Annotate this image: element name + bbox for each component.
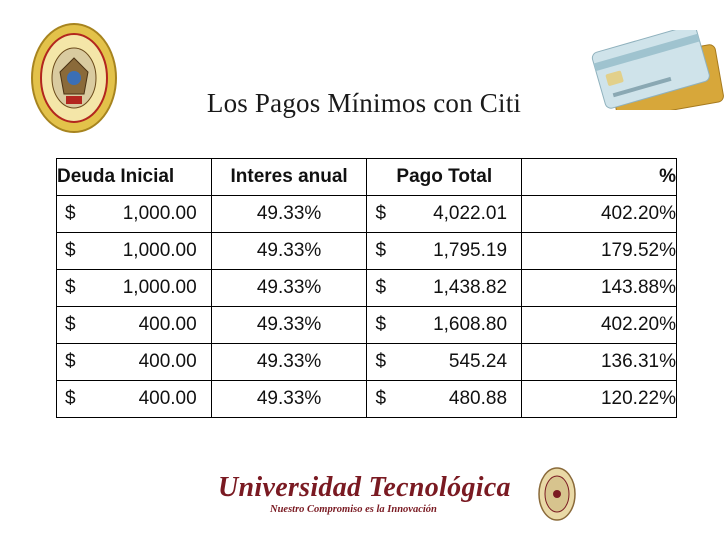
- currency-symbol: $: [65, 351, 76, 372]
- percent-value: 136.31%: [522, 344, 677, 381]
- deuda-inicial-value: 400.00: [138, 314, 197, 335]
- interes-anual-value: 49.33%: [211, 307, 367, 344]
- pago-total-value: 4,022.01: [433, 203, 508, 224]
- interes-anual-value: 49.33%: [211, 196, 367, 233]
- interes-anual-value: 49.33%: [211, 344, 367, 381]
- brand-slogan: Nuestro Compromiso es la Innovación: [270, 504, 437, 515]
- deuda-inicial-value: 1,000.00: [122, 203, 197, 224]
- table-row: [57, 196, 677, 233]
- currency-symbol: $: [375, 277, 387, 298]
- header-interes-anual: Interes anual: [211, 159, 367, 196]
- header-deuda-inicial: Deuda Inicial: [57, 159, 212, 196]
- pago-total-value: 545.24: [448, 351, 508, 372]
- interes-anual-value: 49.33%: [211, 270, 367, 307]
- pago-total-value: 1,795.19: [433, 240, 508, 261]
- currency-symbol: $: [65, 277, 76, 298]
- brand-name: Universidad Tecnológica: [218, 472, 511, 503]
- table-row: [57, 233, 677, 270]
- university-brand-logo: [218, 466, 538, 526]
- currency-symbol: $: [65, 240, 76, 261]
- percent-value: 143.88%: [522, 270, 677, 307]
- interes-anual-value: 49.33%: [211, 381, 367, 418]
- header-percent: %: [522, 159, 677, 196]
- header-pago-total: Pago Total: [367, 159, 522, 196]
- table-row: [57, 307, 677, 344]
- deuda-inicial-value: 400.00: [138, 351, 197, 372]
- table-row: [57, 270, 677, 307]
- deuda-inicial-value: 1,000.00: [122, 240, 197, 261]
- currency-symbol: $: [375, 351, 387, 372]
- percent-value: 402.20%: [522, 307, 677, 344]
- currency-symbol: $: [375, 388, 387, 409]
- currency-symbol: $: [375, 203, 387, 224]
- table-row: [57, 381, 677, 418]
- pago-total-value: 1,438.82: [433, 277, 508, 298]
- page-title: Los Pagos Mínimos con Citi: [206, 88, 522, 118]
- currency-symbol: $: [65, 388, 76, 409]
- pago-total-value: 480.88: [448, 388, 508, 409]
- currency-symbol: $: [375, 314, 387, 335]
- percent-value: 402.20%: [522, 196, 677, 233]
- currency-symbol: $: [375, 240, 387, 261]
- currency-symbol: $: [65, 203, 76, 224]
- percent-value: 179.52%: [522, 233, 677, 270]
- deuda-inicial-value: 1,000.00: [122, 277, 197, 298]
- table-row: [57, 344, 677, 381]
- percent-value: 120.22%: [522, 381, 677, 418]
- pago-total-value: 1,608.80: [433, 314, 508, 335]
- payments-table: [56, 158, 677, 418]
- interes-anual-value: 49.33%: [211, 233, 367, 270]
- table-header-row: [57, 159, 677, 196]
- deuda-inicial-value: 400.00: [138, 388, 197, 409]
- small-seal-icon: [537, 466, 577, 522]
- currency-symbol: $: [65, 314, 76, 335]
